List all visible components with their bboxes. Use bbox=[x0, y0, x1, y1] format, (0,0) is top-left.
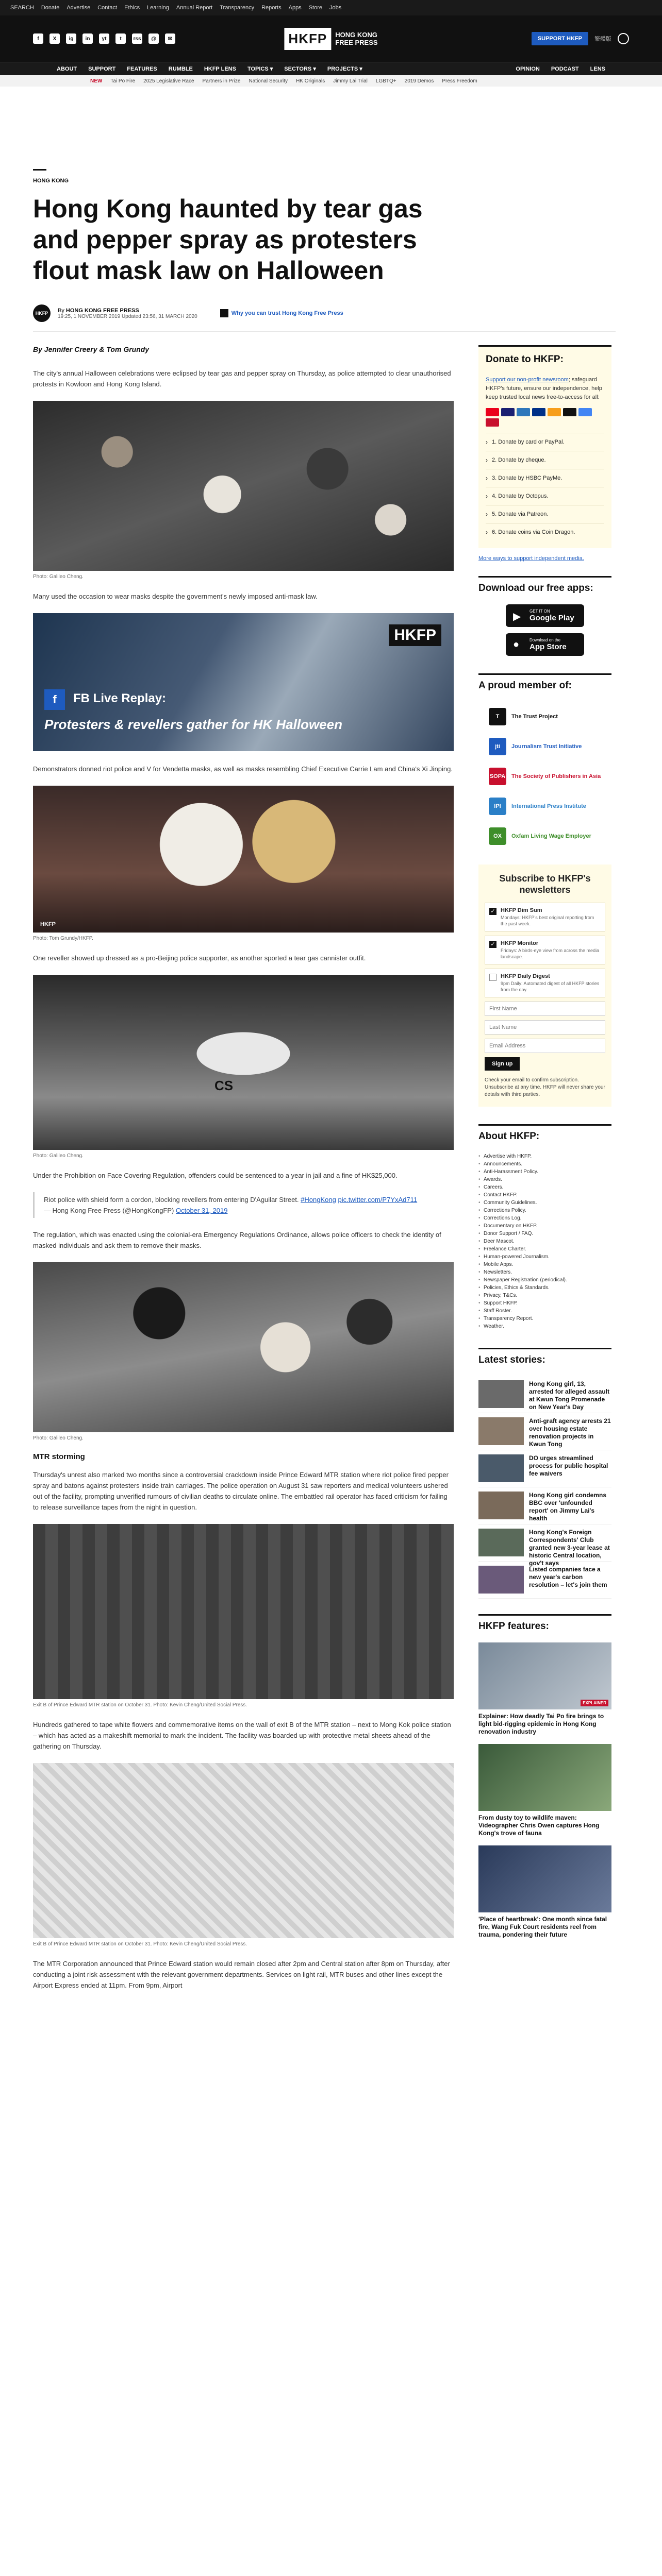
latest-title: Latest stories: bbox=[478, 1348, 611, 1371]
donate-option-label: 5. Donate via Patreon. bbox=[492, 511, 549, 517]
utility-link[interactable]: Donate bbox=[41, 5, 60, 11]
trending-link[interactable]: 2019 Demos bbox=[404, 78, 434, 84]
nav-item[interactable]: TOPICS ▾ bbox=[247, 66, 273, 72]
play-icon: ▶ bbox=[513, 611, 521, 622]
donate-option-label: 4. Donate by Octopus. bbox=[492, 493, 549, 499]
newsletter-name: HKFP Dim Sum bbox=[501, 907, 542, 913]
newsletter-checkbox[interactable]: ✓ bbox=[489, 908, 496, 915]
about-title: About HKFP: bbox=[478, 1124, 611, 1147]
newsletter-name: HKFP Daily Digest bbox=[501, 973, 550, 979]
trust-label: Why you can trust Hong Kong Free Press bbox=[231, 310, 343, 316]
member-logo[interactable] bbox=[478, 761, 611, 791]
utility-link[interactable]: Jobs bbox=[329, 5, 342, 11]
social-icon[interactable]: @ bbox=[148, 33, 159, 44]
newsletter-checkbox[interactable] bbox=[489, 974, 496, 981]
chevron-right-icon: › bbox=[486, 474, 488, 482]
member-logo[interactable] bbox=[478, 791, 611, 821]
video-embed[interactable] bbox=[33, 613, 454, 751]
donate-option[interactable] bbox=[486, 505, 604, 523]
publish-dates: 19:25, 1 NOVEMBER 2019 Updated 23:56, 31 MARCH 2020 bbox=[58, 313, 197, 319]
utility-bar bbox=[0, 0, 662, 15]
about-list bbox=[478, 1153, 611, 1330]
about-link[interactable]: • Mobile Apps. bbox=[478, 1261, 611, 1268]
newsletter-note: Check your email to confirm subscription. Unsubscribe at any time. HKFP will never share your details with third parties. bbox=[485, 1077, 605, 1097]
member-list bbox=[478, 702, 611, 851]
apps-block bbox=[478, 576, 611, 656]
article-body bbox=[33, 345, 454, 2002]
photo-credit: Photo: Galileo Cheng. bbox=[33, 1435, 84, 1441]
embedded-tweet bbox=[33, 1192, 454, 1218]
language-switch[interactable]: 繁體版 bbox=[594, 36, 611, 42]
social-icon[interactable]: X bbox=[49, 33, 60, 44]
byline bbox=[33, 304, 616, 332]
nav-item[interactable]: RUMBLE bbox=[168, 65, 193, 72]
photo-credit: Exit B of Prince Edward MTR station on October 31. Photo: Kevin Cheng/United Social Press. bbox=[33, 1702, 247, 1708]
utility-link[interactable]: Learning bbox=[147, 5, 169, 11]
about-link[interactable]: • Corrections Policy. bbox=[478, 1207, 611, 1214]
member-name: International Press Institute bbox=[511, 803, 586, 809]
member-logo-icon: OX bbox=[489, 827, 506, 845]
logo-box: HKFP bbox=[284, 28, 331, 50]
donate-option[interactable] bbox=[486, 433, 604, 451]
about-link[interactable]: • Newsletters. bbox=[478, 1268, 611, 1276]
nav-item[interactable]: SECTORS ▾ bbox=[284, 66, 316, 72]
members-title: A proud member of: bbox=[478, 673, 611, 697]
latest-story[interactable] bbox=[478, 1562, 611, 1599]
section-heading: MTR storming bbox=[33, 1452, 85, 1461]
member-name: The Society of Publishers in Asia bbox=[511, 773, 601, 779]
photo-halloween-crowd bbox=[33, 401, 454, 571]
feature-title: Explainer: How deadly Tai Po fire brings to light bid-rigging epidemic in Hong Kong renovation industry bbox=[478, 1713, 604, 1735]
article-category[interactable]: HONG KONG bbox=[33, 178, 69, 184]
donate-option-label: 1. Donate by card or PayPal. bbox=[492, 439, 565, 445]
chevron-right-icon: › bbox=[486, 529, 488, 536]
first-name-field[interactable] bbox=[485, 1002, 605, 1016]
trending-link[interactable]: 2025 Legislative Race bbox=[143, 78, 194, 84]
chevron-right-icon: › bbox=[486, 511, 488, 518]
nav-item[interactable]: ABOUT bbox=[57, 65, 77, 72]
feature-card[interactable] bbox=[478, 1744, 611, 1837]
trending-link[interactable]: Jimmy Lai Trial bbox=[333, 78, 368, 84]
photo-masked-crowd bbox=[33, 1262, 454, 1432]
utility-link[interactable]: Contact bbox=[97, 5, 118, 11]
social-icon[interactable]: in bbox=[82, 33, 93, 44]
latest-story[interactable] bbox=[478, 1450, 611, 1487]
newsletter-desc: Mondays: HKFP's best original reporting from the past week. bbox=[501, 915, 594, 926]
newsletter-option[interactable] bbox=[485, 936, 605, 964]
member-name: Journalism Trust Initiative bbox=[511, 743, 582, 750]
newsletter-option[interactable] bbox=[485, 903, 605, 931]
paragraph: Thursday's unrest also marked two months since a controversial crackdown inside Prince Edward MTR station where riot police fired pepper spray and batons against protesters inside train carriages. The police operation on August 31 saw reporters and medical volunteers ushered out of the facility, prompting unverified rumours of civilian deaths to circulate online. The embattled rail operator has faced criticism for failing to release surveillance tapes from the night in question. bbox=[33, 1471, 449, 1511]
paragraph: One reveller showed up dressed as a pro-Beijing police supporter, as another sported a tear gas cannister outfit. bbox=[33, 954, 366, 962]
donate-option-label: 2. Donate by cheque. bbox=[492, 457, 546, 463]
photo-memorial-flowers bbox=[33, 1763, 454, 1938]
video-title-line2: Protesters & revellers gather for HK Halloween bbox=[44, 717, 342, 732]
latest-story[interactable] bbox=[478, 1413, 611, 1450]
publisher-avatar: HKFP bbox=[33, 304, 51, 322]
apple-icon: ● bbox=[513, 639, 520, 650]
story-thumbnail bbox=[478, 1529, 524, 1556]
support-hkfp-button[interactable]: SUPPORT HKFP bbox=[532, 32, 588, 45]
social-icon[interactable]: t bbox=[115, 33, 126, 44]
donate-options bbox=[486, 433, 604, 541]
story-title: Hong Kong girl, 13, arrested for alleged assault at Kwun Tong Promenade on New Year's Day bbox=[529, 1380, 610, 1411]
social-icons bbox=[33, 33, 175, 44]
sidebar bbox=[478, 345, 611, 2002]
story-title: DO urges streamlined process for public hospital fee waivers bbox=[529, 1454, 608, 1477]
more-ways-link[interactable]: More ways to support independent media. bbox=[478, 555, 584, 562]
story-title: Listed companies face a new year's carbon resolution – let's join them bbox=[529, 1566, 607, 1588]
member-logo-icon: SOPA bbox=[489, 768, 506, 785]
trust-icon bbox=[220, 309, 228, 317]
logo-line2: FREE PRESS bbox=[335, 39, 378, 46]
donate-title: Donate to HKFP: bbox=[486, 354, 564, 365]
tweet-date-link[interactable]: October 31, 2019 bbox=[176, 1207, 228, 1214]
newsletter-option[interactable] bbox=[485, 969, 605, 997]
logo-line1: HONG KONG bbox=[335, 31, 377, 39]
about-link[interactable]: • Weather. bbox=[478, 1323, 611, 1330]
payment-icons bbox=[486, 408, 604, 427]
utility-link[interactable]: Advertise bbox=[67, 5, 91, 11]
amex-icon bbox=[517, 408, 530, 416]
feature-card[interactable] bbox=[478, 1845, 611, 1939]
about-link[interactable]: • Community Guidelines. bbox=[478, 1199, 611, 1207]
main-nav bbox=[0, 62, 662, 75]
utility-link[interactable]: Reports bbox=[261, 5, 282, 11]
google-play-badge[interactable]: ▶ GET IT ON Google Play bbox=[506, 604, 584, 627]
features-list bbox=[478, 1642, 611, 1939]
about-link[interactable]: • Deer Mascot. bbox=[478, 1238, 611, 1245]
feature-title: 'Place of heartbreak': One month since fatal fire, Wang Fuk Court residents reel from trauma, pondering their future bbox=[478, 1916, 607, 1938]
feature-badge: EXPLAINER bbox=[581, 1700, 608, 1706]
trending-link[interactable]: National Security bbox=[249, 78, 288, 84]
utility-link[interactable]: Store bbox=[308, 5, 322, 11]
chevron-right-icon: › bbox=[486, 493, 488, 500]
publisher-name[interactable]: HONG KONG FREE PRESS bbox=[65, 307, 139, 314]
paragraph: The regulation, which was enacted using the colonial-era Emergency Regulations Ordinance, allows police officers to check the identity of masked individuals and ask them to remove their masks. bbox=[33, 1231, 441, 1249]
social-icon[interactable]: yt bbox=[99, 33, 109, 44]
newsletter-desc: Fridays: A birds-eye view from across the media landscape. bbox=[501, 948, 600, 959]
about-link[interactable]: • Policies, Ethics & Standards. bbox=[478, 1284, 611, 1292]
about-link[interactable]: • Careers. bbox=[478, 1183, 611, 1191]
latest-story[interactable] bbox=[478, 1524, 611, 1567]
story-thumbnail bbox=[478, 1417, 524, 1445]
about-link[interactable]: • Privacy, T&Cs. bbox=[478, 1292, 611, 1299]
photo-masks bbox=[33, 786, 454, 933]
feature-thumbnail bbox=[478, 1642, 611, 1709]
member-logo[interactable] bbox=[478, 702, 611, 732]
newsletter-desc: 9pm Daily: Automated digest of all HKFP stories from the day. bbox=[501, 981, 600, 992]
about-link[interactable]: • Awards. bbox=[478, 1176, 611, 1183]
member-logo-icon: IPI bbox=[489, 798, 506, 815]
about-link[interactable]: • Human-powered Journalism. bbox=[478, 1253, 611, 1261]
donate-box bbox=[478, 345, 611, 548]
story-thumbnail bbox=[478, 1380, 524, 1408]
email-field[interactable] bbox=[485, 1039, 605, 1053]
newsletter-box bbox=[478, 865, 611, 1107]
paragraph: Hundreds gathered to tape white flowers and commemorative items on the wall of exit B of the MTR station – next to Mong Kok police station – which has acted as a makeshift memorial to mark the incident. The facility was boarded up with protective metal sheets ahead of the gathering on Thursday. bbox=[33, 1721, 451, 1750]
newsletter-checkbox[interactable]: ✓ bbox=[489, 941, 496, 948]
utility-link[interactable]: Annual Report bbox=[176, 5, 213, 11]
photo-credit: Photo: Galileo Cheng. bbox=[33, 1153, 84, 1159]
donate-option[interactable] bbox=[486, 451, 604, 469]
paypal-icon bbox=[532, 408, 545, 416]
trending-link[interactable]: Press Freedom bbox=[442, 78, 477, 84]
photo-credit: Photo: Tom Grundy/HKFP. bbox=[33, 936, 93, 941]
chevron-right-icon: › bbox=[486, 438, 488, 446]
trending-link[interactable]: Tai Po Fire bbox=[110, 78, 136, 84]
feature-thumbnail bbox=[478, 1744, 611, 1811]
discover-icon bbox=[548, 408, 561, 416]
newsletter-name: HKFP Monitor bbox=[501, 940, 539, 946]
utility-link[interactable]: SEARCH bbox=[10, 5, 34, 11]
trending-link[interactable]: Partners in Prize bbox=[202, 78, 241, 84]
unionpay-icon bbox=[486, 418, 499, 427]
member-logo[interactable] bbox=[478, 821, 611, 851]
facebook-icon: f bbox=[44, 689, 65, 710]
category-rule bbox=[33, 169, 46, 171]
about-link[interactable]: • Donor Support / FAQ. bbox=[478, 1230, 611, 1238]
photo-prince-edward-station bbox=[33, 1524, 454, 1699]
nav-item[interactable]: SUPPORT bbox=[88, 65, 116, 72]
google-pay-icon bbox=[578, 408, 592, 416]
social-icon[interactable]: rss bbox=[132, 33, 142, 44]
nav-item[interactable]: PROJECTS ▾ bbox=[327, 66, 362, 72]
about-link[interactable]: • Transparency Report. bbox=[478, 1315, 611, 1323]
donate-link[interactable]: Support our non-profit newsroom bbox=[486, 377, 569, 383]
nav-item-right[interactable]: LENS bbox=[590, 65, 605, 72]
story-title: Hong Kong girl condemns BBC over 'unfounded report' on Jimmy Lai's health bbox=[529, 1492, 606, 1522]
photo-tear-gas-costume bbox=[33, 975, 454, 1150]
member-name: Oxfam Living Wage Employer bbox=[511, 833, 591, 839]
last-name-field[interactable] bbox=[485, 1020, 605, 1035]
article-header bbox=[0, 87, 662, 332]
tweet-author: — Hong Kong Free Press (@HongKongFP) bbox=[44, 1207, 174, 1214]
video-logo: HKFP bbox=[389, 624, 441, 646]
member-logo-icon: T bbox=[489, 708, 506, 725]
story-title: Hong Kong's Foreign Correspondents' Club granted new 3-year lease at historic Central location, gov't says bbox=[529, 1529, 610, 1567]
trending-link[interactable]: HK Originals bbox=[296, 78, 325, 84]
site-logo[interactable] bbox=[284, 28, 377, 50]
utility-nav bbox=[10, 5, 341, 11]
video-title-line1: FB Live Replay: bbox=[73, 691, 167, 705]
about-link[interactable]: • Contact HKFP. bbox=[478, 1191, 611, 1199]
by-prefix: By bbox=[58, 307, 64, 314]
member-logo[interactable] bbox=[478, 732, 611, 761]
paragraph: Many used the occasion to wear masks despite the government's newly imposed anti-mask law. bbox=[33, 592, 318, 600]
paragraph: The MTR Corporation announced that Prince Edward station would remain closed after 2pm and Central station after 8pm on Thursday, after conducting a joint risk assessment with the relevant government departments. Services on light rail, MTR buses and other lines except the Airport Express ended at 11pm. From 9pm, Airport bbox=[33, 1960, 450, 1989]
about-link[interactable]: • Newspaper Registration (periodical). bbox=[478, 1276, 611, 1284]
trending-bar bbox=[0, 75, 662, 87]
features-title: HKFP features: bbox=[478, 1614, 611, 1637]
chevron-right-icon: › bbox=[486, 456, 488, 464]
feature-thumbnail bbox=[478, 1845, 611, 1912]
about-link[interactable]: • Support HKFP. bbox=[478, 1299, 611, 1307]
apple-pay-icon bbox=[563, 408, 576, 416]
social-icon[interactable]: f bbox=[33, 33, 43, 44]
nav-item[interactable]: HKFP LENS bbox=[204, 65, 236, 72]
latest-stories bbox=[478, 1376, 611, 1599]
trust-link[interactable] bbox=[220, 309, 343, 317]
social-icon[interactable]: ✉ bbox=[165, 33, 175, 44]
paragraph: The city's annual Halloween celebrations were eclipsed by tear gas and pepper spray on Thursday, as police attempted to clear unauthorised protests in Kowloon and Hong Kong Island. bbox=[33, 369, 451, 388]
member-name: The Trust Project bbox=[511, 713, 558, 720]
latest-story[interactable] bbox=[478, 1376, 611, 1413]
about-link[interactable]: • Corrections Log. bbox=[478, 1214, 611, 1222]
article-authors: By Jennifer Creery & Tom Grundy bbox=[33, 345, 150, 353]
about-link[interactable]: • Advertise with HKFP. bbox=[478, 1153, 611, 1160]
donate-option-label: 3. Donate by HSBC PayMe. bbox=[492, 475, 562, 481]
about-link[interactable]: • Freelance Charter. bbox=[478, 1245, 611, 1253]
apps-title: Download our free apps: bbox=[478, 583, 593, 594]
story-thumbnail bbox=[478, 1566, 524, 1594]
tweet-text: Riot police with shield form a cordon, blocking revellers from entering D'Aguilar Street. bbox=[44, 1196, 299, 1204]
utility-link[interactable]: Apps bbox=[288, 5, 302, 11]
photo-credit: Photo: Galileo Cheng. bbox=[33, 574, 84, 580]
search-icon[interactable] bbox=[618, 33, 629, 44]
paragraph: Under the Prohibition on Face Covering Regulation, offenders could be sentenced to a year in jail and a fine of HK$25,000. bbox=[33, 1172, 398, 1179]
visa-icon bbox=[501, 408, 515, 416]
article-title: Hong Kong haunted by tear gas and pepper spray as protesters flout mask law on Halloween bbox=[33, 194, 423, 285]
social-icon[interactable]: ig bbox=[66, 33, 76, 44]
donate-option-label: 6. Donate coins via Coin Dragon. bbox=[492, 529, 575, 535]
paragraph: Demonstrators donned riot police and V for Vendetta masks, as well as masks resembling Chief Executive Carrie Lam and China's Xi Jinping. bbox=[33, 765, 453, 773]
donate-option[interactable] bbox=[486, 487, 604, 505]
newsletter-options bbox=[485, 903, 605, 997]
app-store-badge[interactable]: ● Download on the App Store bbox=[506, 633, 584, 656]
about-link[interactable]: • Staff Roster. bbox=[478, 1307, 611, 1315]
costume-text: CS bbox=[214, 1078, 234, 1093]
utility-link[interactable]: Transparency bbox=[220, 5, 255, 11]
about-link[interactable]: • Anti-Harassment Policy. bbox=[478, 1168, 611, 1176]
nav-item-right[interactable]: PODCAST bbox=[551, 65, 579, 72]
story-thumbnail bbox=[478, 1492, 524, 1519]
brand-bar bbox=[0, 15, 662, 62]
photo-credit: Exit B of Prince Edward MTR station on October 31. Photo: Kevin Cheng/United Social Press. bbox=[33, 1941, 247, 1947]
signup-button[interactable]: Sign up bbox=[485, 1057, 520, 1071]
trending-label: NEW bbox=[90, 78, 103, 84]
donate-option[interactable] bbox=[486, 469, 604, 487]
about-link[interactable]: • Announcements. bbox=[478, 1160, 611, 1168]
nav-item[interactable]: FEATURES bbox=[127, 65, 157, 72]
story-title: Anti-graft agency arrests 21 over housing estate renovation projects in Kwun Tong bbox=[529, 1417, 611, 1448]
donate-intro: ; safeguard HKFP's future, ensure our independence, help keep trusted local news free-to-access for all: bbox=[486, 377, 602, 400]
photo-watermark: HKFP bbox=[40, 921, 56, 927]
story-thumbnail bbox=[478, 1454, 524, 1482]
nav-item-right[interactable]: OPINION bbox=[516, 65, 540, 72]
donate-option[interactable] bbox=[486, 523, 604, 541]
mastercard-icon bbox=[486, 408, 499, 416]
utility-link[interactable]: Ethics bbox=[124, 5, 140, 11]
about-link[interactable]: • Documentary on HKFP. bbox=[478, 1222, 611, 1230]
newsletter-title: Subscribe to HKFP's newsletters bbox=[499, 873, 591, 895]
tweet-hashtag[interactable]: #HongKong bbox=[301, 1196, 336, 1204]
feature-card[interactable] bbox=[478, 1642, 611, 1736]
member-logo-icon: jti bbox=[489, 738, 506, 755]
trending-link[interactable]: LGBTQ+ bbox=[375, 78, 396, 84]
tweet-pic-link[interactable]: pic.twitter.com/P7YxAd711 bbox=[338, 1196, 418, 1204]
feature-title: From dusty toy to wildlife maven: Videographer Chris Owen captures Hong Kong's trove of fauna bbox=[478, 1814, 600, 1837]
latest-story[interactable] bbox=[478, 1487, 611, 1524]
